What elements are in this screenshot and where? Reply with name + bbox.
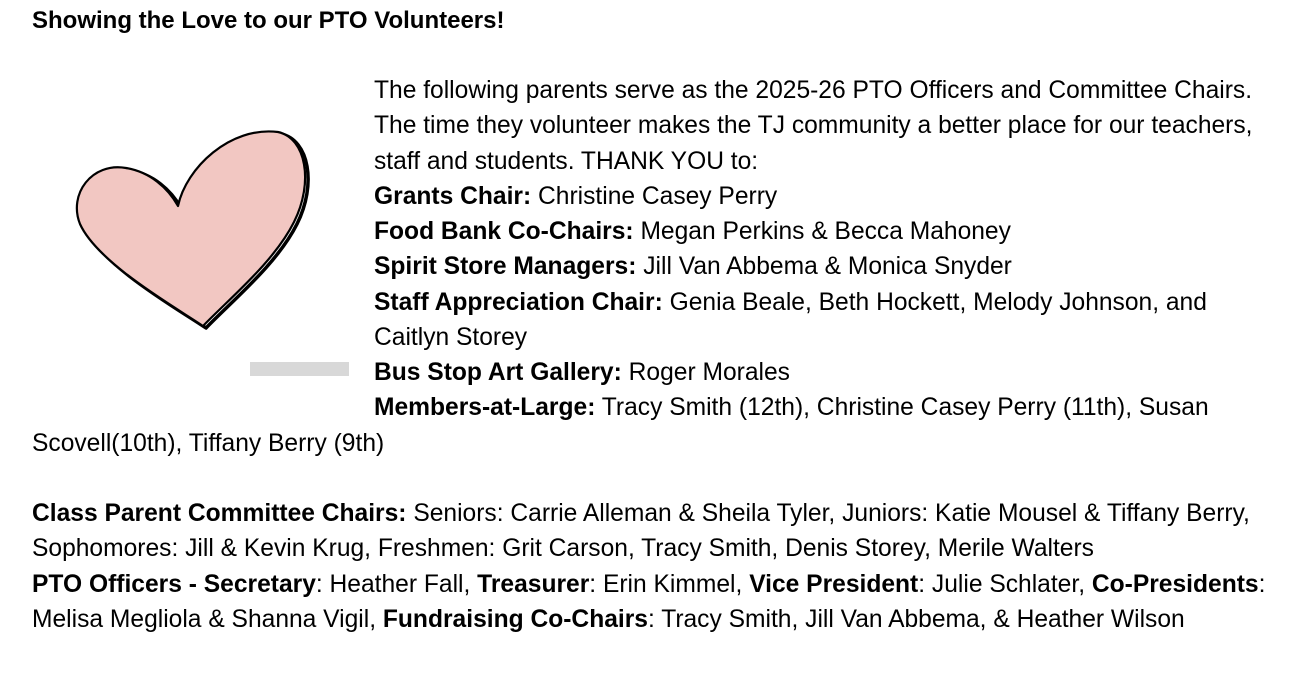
role-members-at-large (32, 390, 1287, 461)
role-title: Staff Appreciation Chair: (374, 288, 663, 316)
role-names: Christine Casey Perry (531, 182, 778, 210)
pto-officers (32, 567, 1287, 638)
officer-title: PTO Officers - Secretary (32, 570, 316, 598)
role-names: Roger Morales (621, 359, 790, 386)
officer-names: : Erin Kimmel, (589, 570, 750, 598)
officer-title: Vice President (749, 570, 919, 598)
role-title: Spirit Store Managers: (374, 253, 637, 281)
role-names: Genia Beale, Beth Hockett, Melody Johnson, and Caitlyn Storey (374, 288, 1207, 351)
image-float-spacer (32, 73, 374, 395)
officer-title: Fundraising Co-Chairs (382, 605, 648, 633)
role-names: Tracy Smith (12th), Christine Casey Perry (11th), Susan Scovell(10th), Tiffany Berry (9th) (32, 394, 1209, 457)
volunteer-list (32, 73, 1287, 637)
class-parent-title: Class Parent Committee Chairs: (32, 500, 407, 527)
intro-paragraph: The following parents serve as the 2025-26 PTO Officers and Committee Chairs. The time they volunteer makes the TJ community a better place for our teachers, staff and students. THANK YOU to: (374, 77, 1253, 175)
officer-names: : Melisa Megliola & Shanna Vigil, (32, 570, 1266, 633)
officer-names: : Julie Schlater, (918, 570, 1092, 598)
officer-title: Co-Presidents (1091, 570, 1259, 598)
role-title: Food Bank Co-Chairs: (374, 218, 634, 245)
role-title: Grants Chair: (374, 182, 532, 210)
role-title: Bus Stop Art Gallery: (374, 359, 622, 386)
role-names: Jill Van Abbema & Monica Snyder (636, 253, 1012, 281)
officer-names: : Heather Fall, (315, 570, 478, 598)
officer-names: : Tracy Smith, Jill Van Abbema, & Heather Wilson (647, 605, 1185, 633)
newsletter-heading: Showing the Love to our PTO Volunteers! (32, 7, 505, 34)
role-names: Megan Perkins & Becca Mahoney (633, 218, 1011, 245)
class-parent-names: Seniors: Carrie Alleman & Sheila Tyler, Juniors: Katie Mousel & Tiffany Berry, Sophomores: Jill & Kevin Krug, Freshmen: Grit Carson, Tracy Smith, Denis Storey, Merile Walters (32, 500, 1250, 563)
officer-title: Treasurer (477, 570, 590, 598)
paragraph-gap (32, 461, 1287, 496)
role-title: Members-at-Large: (374, 394, 596, 422)
class-parent-chairs (32, 496, 1287, 567)
